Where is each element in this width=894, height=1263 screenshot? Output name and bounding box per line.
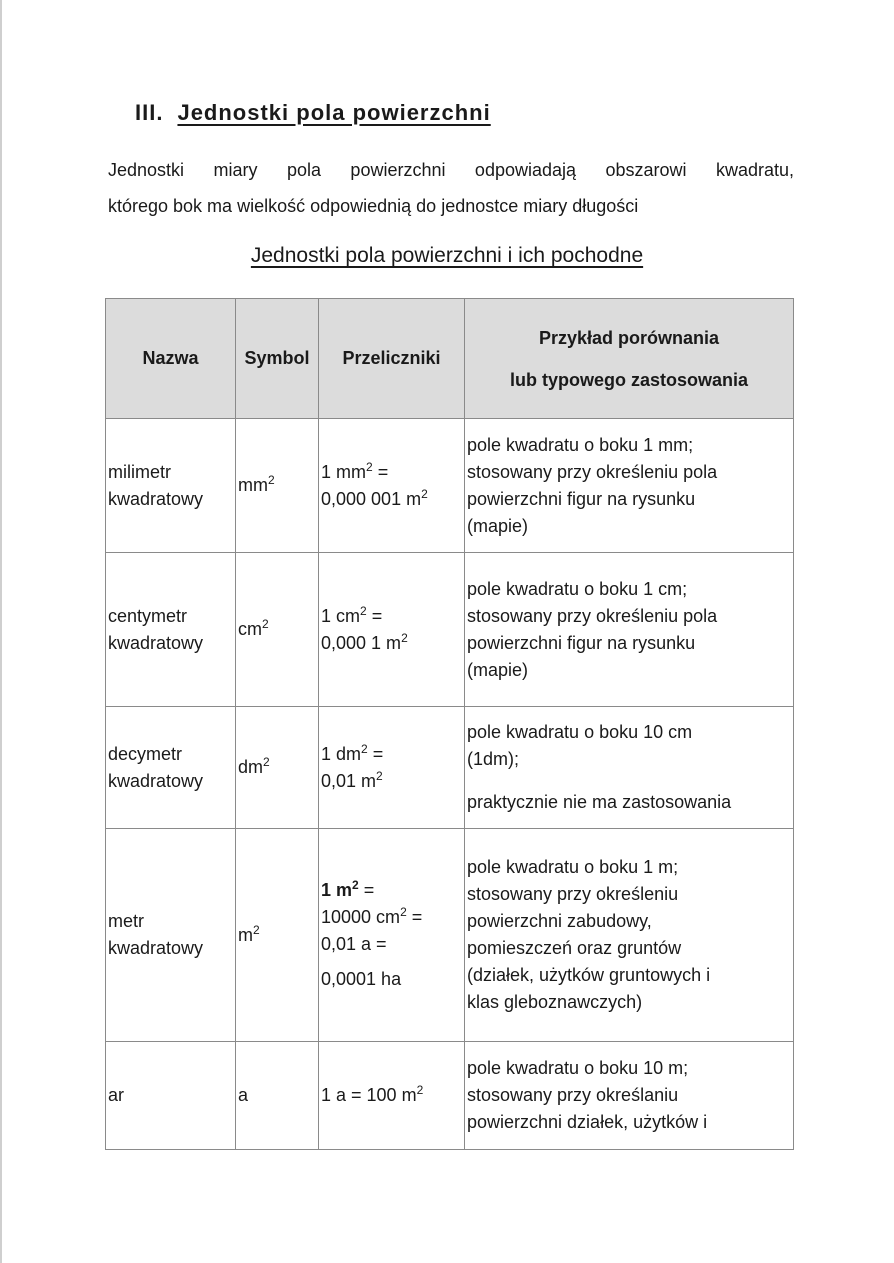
intro-paragraph (108, 152, 794, 224)
unit-name: centymetr kwadratowy (106, 553, 236, 707)
unit-name: milimetr kwadratowy (106, 419, 236, 553)
unit-symbol: $m^2$ (236, 829, 319, 1042)
header-description-line-2: lub typowego zastosowania (509, 369, 749, 390)
unit-symbol: $dm^2$ (236, 707, 319, 829)
unit-symbol: $cm^2$ (236, 553, 319, 707)
unit-description: pole kwadratu o boku 10 m; stosowany przy określaniu powierzchni działek, użytków i (465, 1042, 794, 1150)
table-row (106, 1042, 794, 1150)
scan-edge (0, 0, 2, 1263)
unit-description: pole kwadratu o boku 1 mm; stosowany przy określeniu pola powierzchni figur na rysunku (mapie) (465, 419, 794, 553)
unit-name: metr kwadratowy (106, 829, 236, 1042)
table-row (106, 829, 794, 1042)
section-number: III. (135, 100, 164, 125)
header-conversions: Przeliczniki (319, 299, 465, 419)
header-description (465, 299, 794, 419)
intro-line-2: którego bok ma wielkość odpowiednią do jednostce miary długości (108, 196, 639, 216)
table-row (106, 707, 794, 829)
unit-conversion: 1 $dm^2$ = 0,01 $m^2$ (319, 707, 465, 829)
unit-conversion: 1 $m^2$ = 10000 $cm^2$ = 0,01 a = 0,0001 ha (319, 829, 465, 1042)
units-table (105, 298, 794, 1150)
header-description-line-1: Przykład porównania (538, 327, 720, 348)
unit-description: pole kwadratu o boku 10 cm (1dm); praktycznie nie ma zastosowania (465, 707, 794, 829)
table-title: Jednostki pola powierzchni i ich pochodne (250, 244, 644, 267)
header-name: Nazwa (106, 299, 236, 419)
unit-conversion: 1 a = 100 $m^2$ (319, 1042, 465, 1150)
unit-symbol: a (236, 1042, 319, 1150)
section-heading (135, 100, 491, 126)
unit-symbol: $mm^2$ (236, 419, 319, 553)
unit-description: pole kwadratu o boku 1 cm; stosowany przy określeniu pola powierzchni figur na rysunku (mapie) (465, 553, 794, 707)
table-row (106, 419, 794, 553)
section-title: Jednostki pola powierzchni (177, 100, 491, 125)
unit-name: ar (106, 1042, 236, 1150)
unit-name: decymetr kwadratowy (106, 707, 236, 829)
table-header-row (106, 299, 794, 419)
table-row (106, 553, 794, 707)
header-symbol: Symbol (236, 299, 319, 419)
unit-conversion: 1 $cm^2$ = 0,000 1 $m^2$ (319, 553, 465, 707)
unit-conversion: 1 $mm^2$ = 0,000 001 $m^2$ (319, 419, 465, 553)
unit-description: pole kwadratu o boku 1 m; stosowany przy określeniu powierzchni zabudowy, pomieszczeń oraz gruntów (działek, użytków gruntowych i klas gleboznawczych) (465, 829, 794, 1042)
intro-line-1: Jednostki miary pola powierzchni odpowiadają obszarowi kwadratu, (108, 160, 794, 180)
